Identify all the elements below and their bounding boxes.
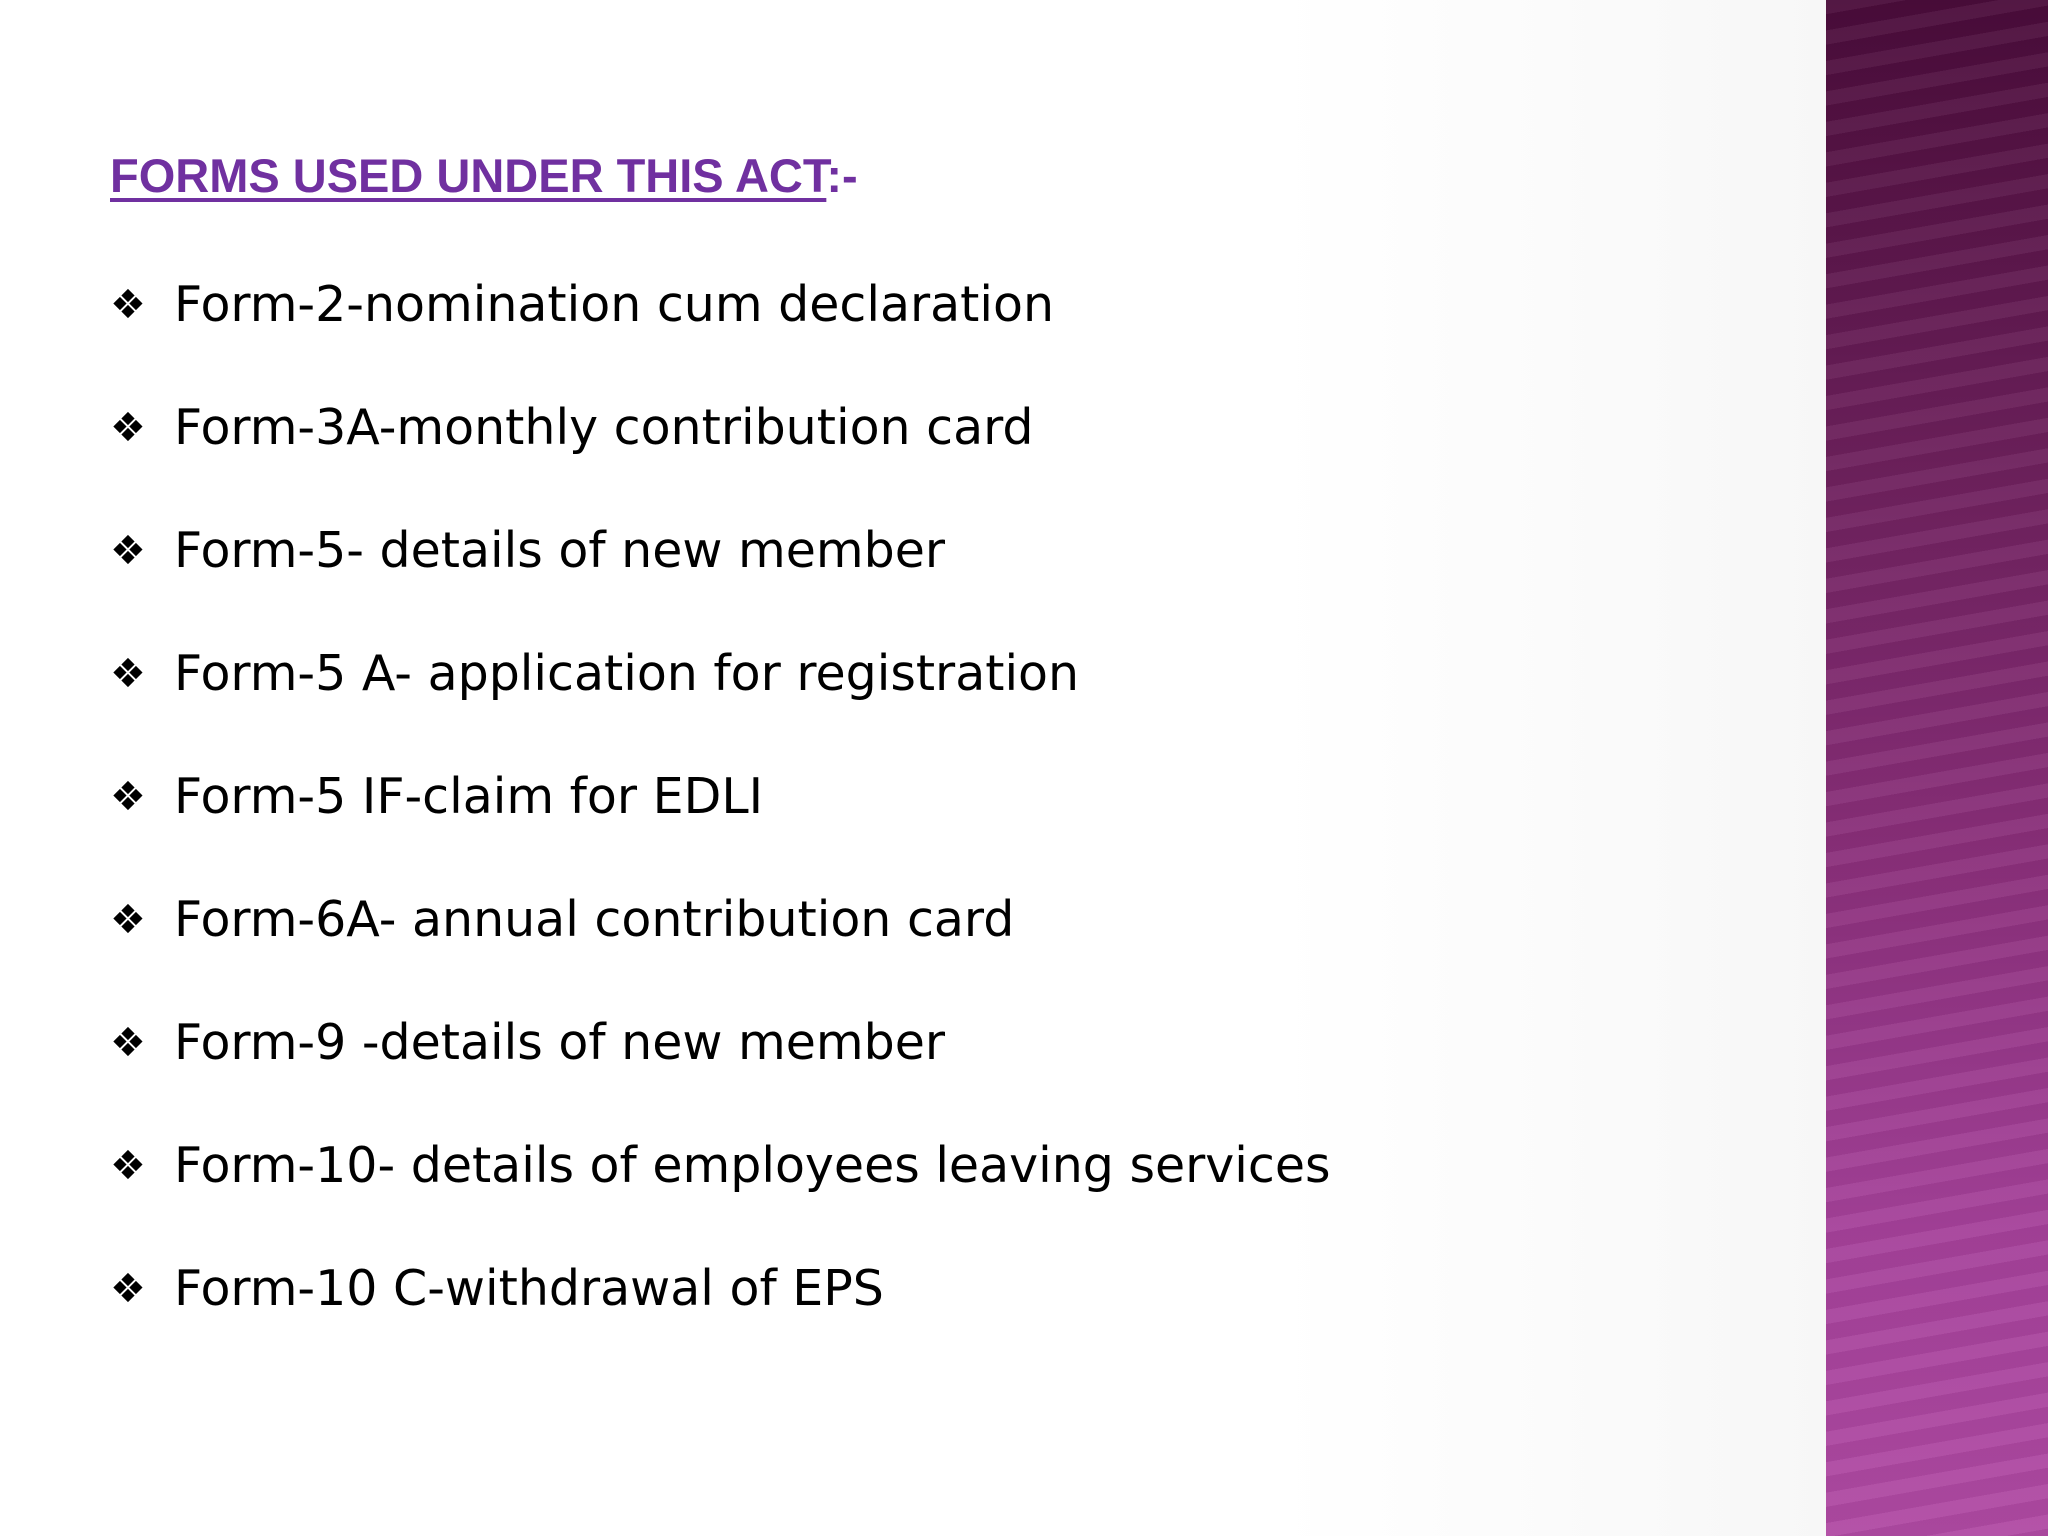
list-item	[110, 762, 1331, 885]
side-band-texture	[1826, 0, 2048, 1536]
list-item	[110, 885, 1331, 1008]
slide-heading	[110, 148, 858, 204]
list-item	[110, 1008, 1331, 1131]
list-item	[110, 1254, 1331, 1377]
slide-heading-suffix: :-	[826, 149, 858, 202]
diamond-cross-bullet-icon: ❖	[110, 774, 146, 820]
form-item-text: Form-5- details of new member	[174, 522, 946, 579]
list-item	[110, 270, 1331, 393]
list-item	[110, 1131, 1331, 1254]
form-item-text: Form-6A- annual contribution card	[174, 891, 1015, 948]
decorative-side-band	[1826, 0, 2048, 1536]
form-item-text: Form-10 C-withdrawal of EPS	[174, 1260, 884, 1317]
form-item-text: Form-9 -details of new member	[174, 1014, 946, 1071]
list-item	[110, 639, 1331, 762]
diamond-cross-bullet-icon: ❖	[110, 1266, 146, 1312]
list-item	[110, 516, 1331, 639]
forms-list	[110, 270, 1331, 1377]
diamond-cross-bullet-icon: ❖	[110, 1020, 146, 1066]
slide-heading-main: FORMS USED UNDER THIS ACT	[110, 149, 827, 202]
diamond-cross-bullet-icon: ❖	[110, 405, 146, 451]
diamond-cross-bullet-icon: ❖	[110, 651, 146, 697]
diamond-cross-bullet-icon: ❖	[110, 282, 146, 328]
form-item-text: Form-3A-monthly contribution card	[174, 399, 1034, 456]
form-item-text: Form-5 A- application for registration	[174, 645, 1080, 702]
diamond-cross-bullet-icon: ❖	[110, 1143, 146, 1189]
form-item-text: Form-2-nomination cum declaration	[174, 276, 1055, 333]
form-item-text: Form-5 IF-claim for EDLI	[174, 768, 764, 825]
diamond-cross-bullet-icon: ❖	[110, 528, 146, 574]
list-item	[110, 393, 1331, 516]
diamond-cross-bullet-icon: ❖	[110, 897, 146, 943]
form-item-text: Form-10- details of employees leaving services	[174, 1137, 1331, 1194]
